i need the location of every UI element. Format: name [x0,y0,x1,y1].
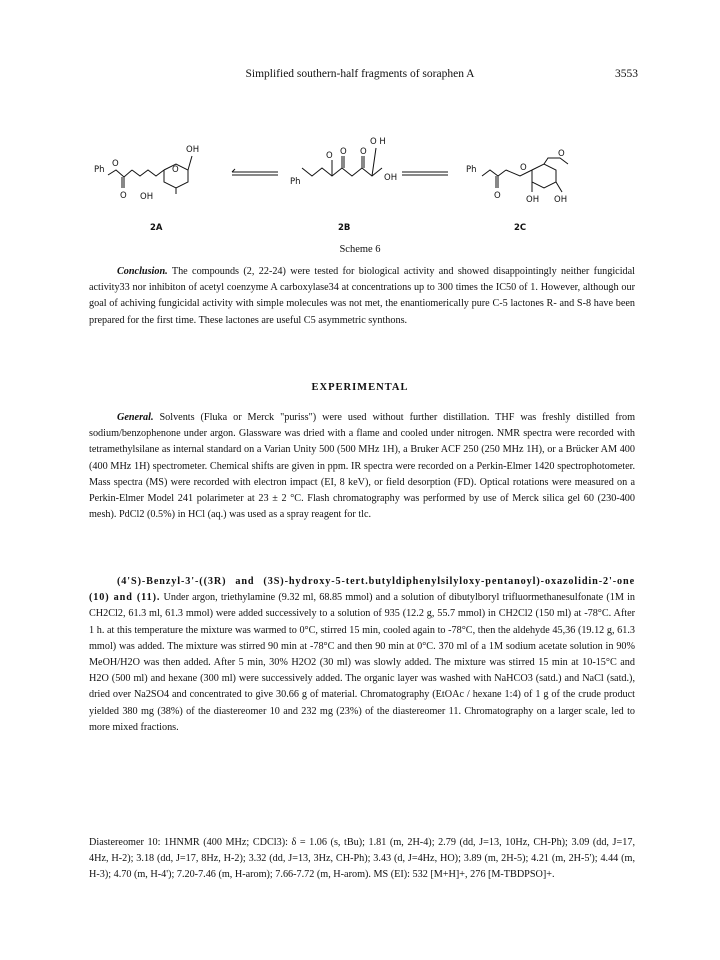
page-number: 3553 [615,68,638,80]
conclusion-lead: Conclusion. [117,266,168,277]
atom-label-o: O [340,147,347,157]
section-title: EXPERIMENTAL [311,382,409,393]
atom-label-o: O [172,165,179,175]
atom-label-oh: O H [370,137,386,147]
atom-label-oh: OH [186,145,200,155]
compound-label-2b: 2B [338,223,351,233]
compound-label-2c: 2C [514,223,527,233]
general-text: Solvents (Fluka or Merck "puriss") were used without further distillation. THF was freshly distilled from sodium/benzophenone under argon. Glassware was dried with a flame and cooled under nitrogen. NMR spectra were recorded with tetramethylsilane as internal standard on a Varian Unity 500 (500 MHz 1H), a Bruker ACF 250 (250 MHz 1H), or a Brücker AM 400 (400 MHz 1H) spectrometer. Chemical shifts are given in ppm. IR spectra were recorded on a Perkin-Elmer 1420 spectrophotometer. Mass spectra (MS) were recorded with electron impact (EI, 8 keV), or field desorption (FD). Optical rotations were measured on a Perkin-Elmer Model 241 polarimeter at 23 ± 2 °C. Flash chromatography was performed by use of Merck silica gel 60 (230-400 mesh). PdCl2 (0.5%) in HCl (aq.) was used as a spray reagent for tlc. [89,412,635,521]
conclusion-paragraph [89,264,635,329]
atom-label-o: O [494,191,501,201]
scheme-6-figure [80,120,640,238]
atom-label-ph: Ph [290,177,301,187]
atom-label-oh: OH [140,192,154,202]
compound-paragraph [89,574,635,736]
diastereomer-paragraph: Diastereomer 10: 1HNMR (400 MHz; CDCl3): δ = 1.06 (s, tBu); 1.81 (m, 2H-4); 2.79 (dd, J=13, 10Hz, CH-Ph); 3.09 (dd, J=17, 4Hz, H-2); 3.18 (dd, J=17, 8Hz, H-2); 3.32 (dd, J=13, 3Hz, CH-Ph); 3.43 (d, J=4Hz, HO); 3.89 (m, 2H-5); 4.21 (m, 2H-5'); 4.44 (m, H-3); 4.70 (m, H-4'); 7.20-7.46 (m, H-arom); 7.66-7.72 (m, H-arom). MS (EI): 532 [M+H]+, 276 [M-TBDPSO]+. [89,837,635,881]
compound-text: Under argon, triethylamine (9.32 ml, 68.85 mmol) and a solution of dibutylboryl trifluormethanesulfonate (1M in CH2Cl2, 61.3 ml, 61.3 mmol) were added successively to a solution of 935 (12.2 g, 55.7 mmol) in CH2Cl2 (150 ml) at -78°C. After 1 h. at this temperature the mixture was warmed to 0°C, stirred 15 min, cooled again to -78°C, then the aldehyde 45,36 (19.12 g, 61.3 mmol) was added. The mixture was stirred 90 min at -78°C and then 90 min at 0°C. 370 ml of a 1M sodium acetate solution in 90% MeOH/H2O was then added. After 5 min, 30% H2O2 (30 ml) was slowly added. The mixture was stirred 15 min at 10-15°C and H2O (500 ml) and hexane (300 ml) were successively added. The organic layer was washed with NaHCO3 (satd.) and NaCl (satd.), dried over Na2SO4 and concentrated to give 30.66 g of material. Chromatography (EtOAc / hexane 1:4) of 1 g of the crude product yielded 380 mg (38%) of the diastereomer 10 and 232 mg (23%) of the diastereomer 11. Chromatography on a larger scale, led to more mixed fractions. [89,592,635,733]
atom-label-o: O [120,191,127,201]
atom-label-oh: OH [384,173,398,183]
atom-label-oh: OH [526,195,540,205]
atom-label-o: O [112,159,119,169]
compound-label-2a: 2A [150,223,163,233]
atom-label-o: O [520,163,527,173]
scheme-caption: Scheme 6 [339,244,381,255]
atom-label-ph: Ph [94,165,105,175]
compound-title: (4'S)-Benzyl-3'-((3R) and (3S)-hydroxy-5-tert.butyldiphenylsilyloxy-pentanoyl)-oxazolidin-2'-one (10) and (11). [89,576,635,604]
general-lead: General. [117,412,154,423]
scheme-structures [80,120,640,238]
conclusion-text: The compounds (2, 22-24) were tested for biological activity and showed disappointingly neither fungicidal activity33 nor inhibiton of acetyl coenzyme A carboxylase34 at concentrations up to 300 times the IC50 of 1. However, although our goal of achiving fungicidal activity with simple molecules was not met, the enantiomerically pure C-5 lactones R- and S-8 have been prepared for the first time. These lactones are useful C5 asymmetric synthons. [89,266,635,326]
atom-label-ph: Ph [466,165,477,175]
atom-label-oh: OH [554,195,568,205]
running-header: Simplified southern-half fragments of soraphen A [245,68,475,80]
atom-label-o: O [326,151,333,161]
general-paragraph [89,410,635,523]
atom-label-o: O [558,149,565,159]
atom-label-o: O [360,147,367,157]
